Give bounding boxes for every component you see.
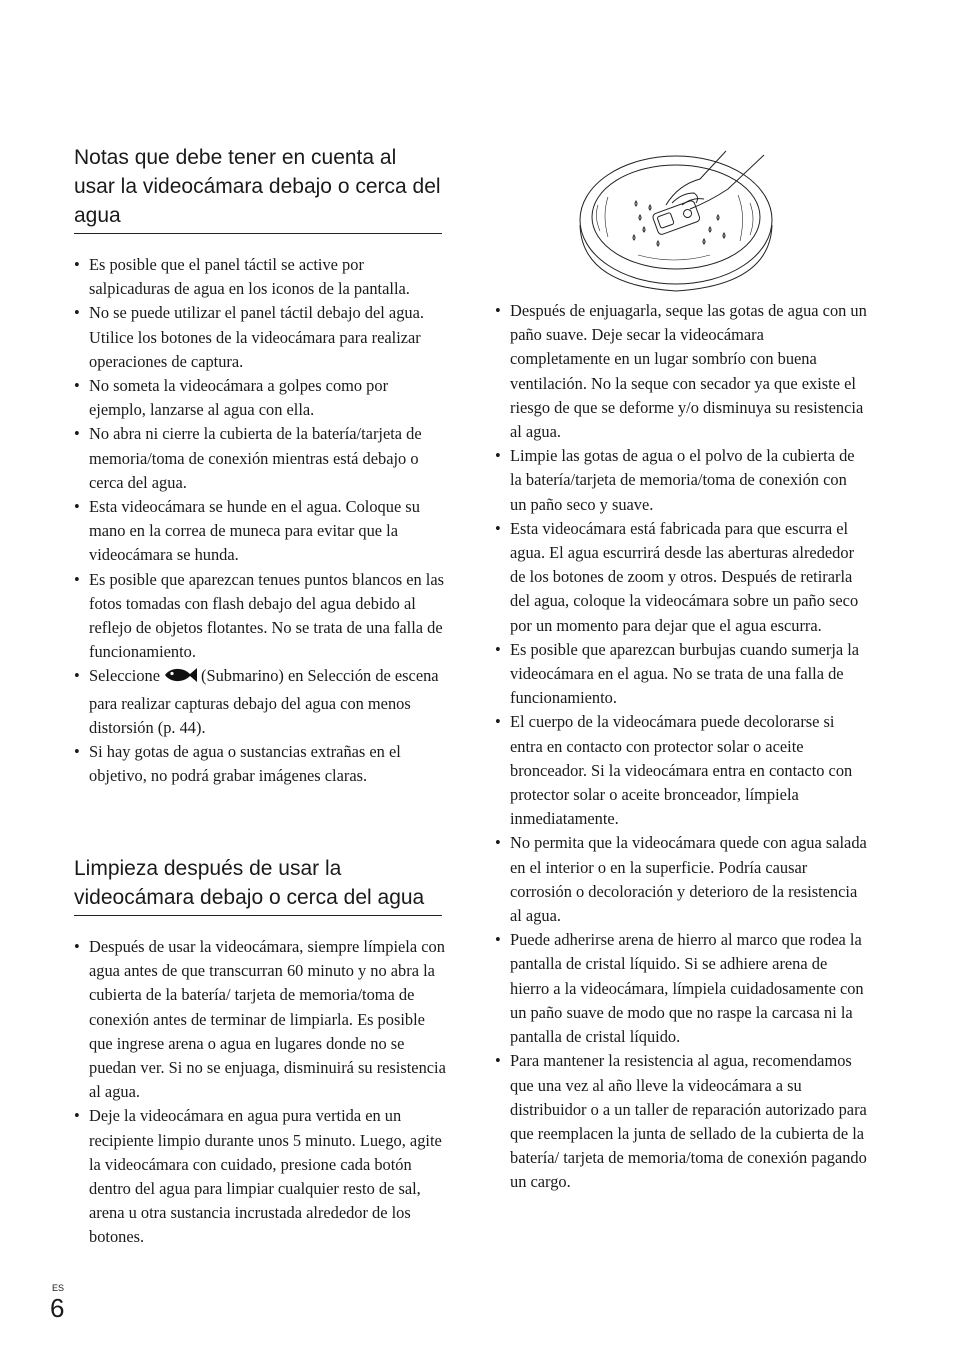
list-item: • Es posible que aparezcan burbujas cuando sumerja la videocámara en el agua. No se trata de una falla de funcionamiento. <box>495 638 867 711</box>
fish-icon <box>163 666 199 691</box>
list-item <box>74 664 446 740</box>
water-notes-list <box>74 253 446 788</box>
section-heading-cleaning: Limpieza después de usar la videocámara debajo o cerca del agua <box>74 854 442 916</box>
list-item: • Si hay gotas de agua o sustancias extrañas en el objetivo, no podrá grabar imágenes claras. <box>74 740 446 788</box>
section-heading-water-notes: Notas que debe tener en cuenta al usar la videocámara debajo o cerca del agua <box>74 143 442 234</box>
page-number: 6 <box>50 1293 65 1323</box>
submarino-text: (Submarino) en Selección de escena para realizar capturas debajo del agua con menos distorsión (p. 44). <box>89 666 439 737</box>
list-item: • No someta la videocámara a golpes como por ejemplo, lanzarse al agua con ella. <box>74 374 446 422</box>
list-item: • Después de usar la videocámara, siempre límpiela con agua antes de que transcurran 60 minuto y no abra la cubierta de la batería/ tarjeta de memoria/toma de conexión antes de terminar de limpiarla. Es posible que ingrese arena o agua en lugares donde no se puedan ver. Si no se enjuaga, disminuirá su resistencia al agua. <box>74 935 446 1104</box>
list-item: • Esta videocámara está fabricada para que escurra el agua. El agua escurrirá desde las aberturas alrededor de los botones de zoom y otros. Después de retirarla del agua, coloque la videocámara sobre un paño seco por un momento para dejar que el agua escurra. <box>495 517 867 638</box>
list-item: • Es posible que el panel táctil se active por salpicaduras de agua en los iconos de la pantalla. <box>74 253 446 301</box>
list-item: • No se puede utilizar el panel táctil debajo del agua. Utilice los botones de la videocámara para realizar operaciones de captura. <box>74 301 446 374</box>
cleaning-list <box>74 935 446 1250</box>
list-item: • Limpie las gotas de agua o el polvo de la cubierta de la batería/tarjeta de memoria/toma de conexión con un paño seco y suave. <box>495 444 867 517</box>
list-item: • Es posible que aparezcan tenues puntos blancos en las fotos tomadas con flash debajo del agua debido al reflejo de objetos flotantes. No se trata de una falla de funcionamiento. <box>74 568 446 665</box>
select-text: Seleccione <box>89 666 160 686</box>
page-language-label: ES <box>52 1283 65 1293</box>
list-item: • Después de enjuagarla, seque las gotas de agua con un paño suave. Deje secar la videocámara completamente en un lugar sombrío con buena ventilación. No la seque con secador ya que existe el riesgo de que se deforme y/o disminuya su resistencia al agua. <box>495 299 867 444</box>
list-item: • No abra ni cierre la cubierta de la batería/tarjeta de memoria/toma de conexión mientras está debajo o cerca del agua. <box>74 422 446 495</box>
rinse-illustration-icon <box>578 145 780 295</box>
list-item: • Esta videocámara se hunde en el agua. Coloque su mano en la correa de muneca para evitar que la videocámara se hunda. <box>74 495 446 568</box>
list-item: • Puede adherirse arena de hierro al marco que rodea la pantalla de cristal líquido. Si se adhiere arena de hierro a la videocámara, límpiela cuidadosamente con un paño suave de modo que no raspe la carcasa ni la pantalla de cristal líquido. <box>495 928 867 1049</box>
list-item: • El cuerpo de la videocámara puede decolorarse si entra en contacto con protector solar o aceite bronceador. Si la videocámara entra en contacto con protector solar o aceite bronceador, límpiela inmediatamente. <box>495 710 867 831</box>
cleaning-list-continued <box>495 299 867 1195</box>
list-item: • Para mantener la resistencia al agua, recomendamos que una vez al año lleve la videocámara a su distribuidor o a un taller de reparación autorizado para que reemplacen la junta de sellado de la cubierta de la batería/ tarjeta de memoria/toma de conexión pagando un cargo. <box>495 1049 867 1194</box>
list-item: • No permita que la videocámara quede con agua salada en el interior o en la superficie. Podría causar corrosión o decoloración y deterioro de la resistencia al agua. <box>495 831 867 928</box>
list-item: • Deje la videocámara en agua pura vertida en un recipiente limpio durante unos 5 minuto. Luego, agite la videocámara con cuidado, presione cada botón dentro del agua para limpiar cualquier resto de sal, arena u otra sustancia incrustada alrededor de los botones. <box>74 1104 446 1249</box>
